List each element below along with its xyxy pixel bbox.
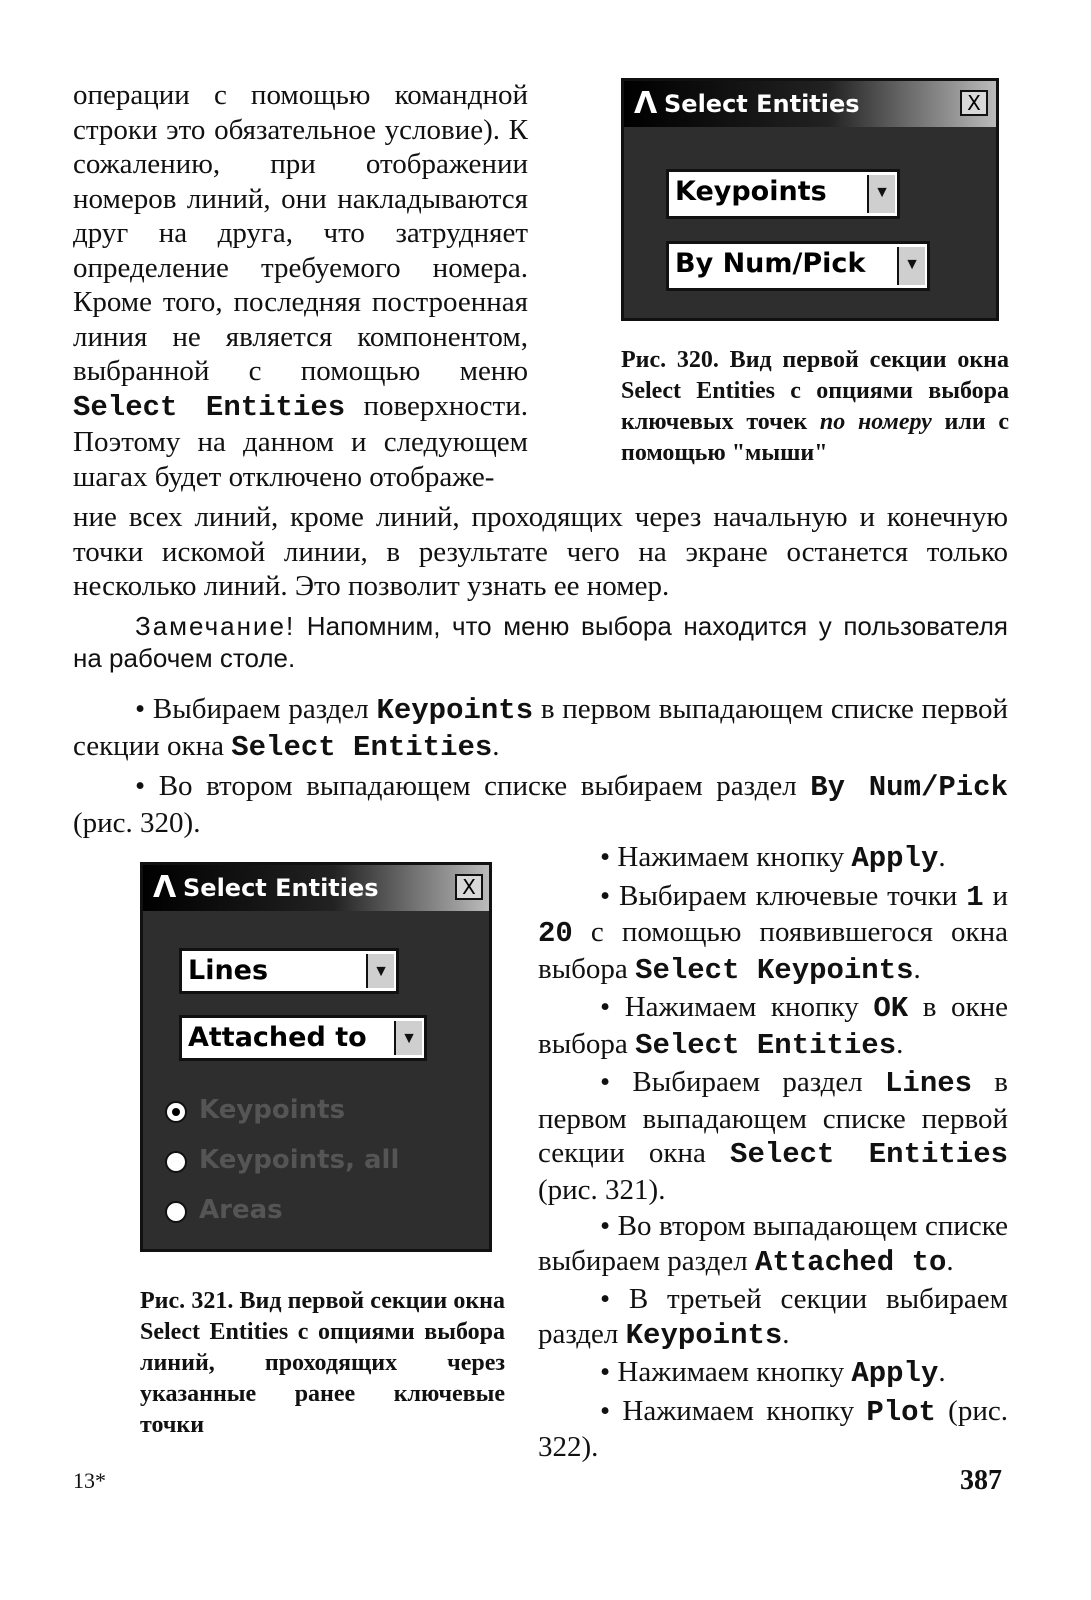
bullet-text: в окне выбора [538,991,1008,1060]
bullet-text: • Выбираем ключевые точки [600,879,967,912]
bullet-text: • Во втором выпадающем списке выбираем раздел [538,1210,1008,1277]
bullet-item [538,879,1008,989]
bullet-item [538,1355,1008,1392]
bullet-code: Select Entities [730,1138,1008,1171]
bullet-item [73,692,1008,765]
fig320-dropdown-method[interactable] [666,241,930,291]
bullet-code: By Num/Pick [810,771,1008,804]
bullet-code: OK [873,992,909,1025]
signature-mark: 13* [73,1468,106,1493]
fig321-caption-text: Рис. 321. Вид первой секции окна Select Entities с опциями выбора линий, проходящих через указанные ранее ключевые точки [140,1288,505,1438]
bullet-text: . [938,1356,946,1388]
bullet-text: в первом выпадающем списке первой секции окна [73,693,1008,762]
radio-keypoints-label: Keypoints [199,1095,346,1125]
bullet-text: • Нажимаем кнопку [600,1356,852,1388]
bullet-code: Keypoints [376,694,534,727]
bullet-code: Plot [866,1395,936,1429]
fig321-caption [140,1286,505,1441]
radio-keypoints-all-label: Keypoints, all [199,1145,400,1175]
fig321-dropdown-method-value: Attached to [188,1022,367,1053]
bullet-item [538,1209,1008,1280]
bullet-text: (рис. 320). [73,806,201,839]
bullet-code: Apply [851,842,939,875]
fig320-caption-b: или с помощью "мыши" [621,409,1010,466]
fig320-caption-a: Рис. 320. Вид первой секции окна Select Entities с опциями выбора ключевых точек [621,347,1009,435]
bullet-item [73,769,1008,840]
fig320-dropdown-entity-value: Keypoints [675,176,827,207]
chevron-down-icon[interactable]: ▼ [897,247,925,285]
radio-keypoints-all[interactable] [165,1151,187,1173]
full-bullets [73,692,1008,840]
full-paragraph-text: ние всех линий, кроме линий, проходящих через начальную и конечную точки искомой линии, в результате чего на экране останется только несколько линий. Это позволит узнать ее номер. [73,501,1008,602]
bullet-text: • Выбираем раздел [600,1066,886,1098]
note-text: Напомним, что меню выбора находится у пользователя на рабочем столе. [73,611,1008,673]
intro-text-end: поверхности. Поэтому на данном и следующем шагах будет отключено отображе- [73,389,528,493]
col2-bullets [538,840,1008,1465]
chevron-down-icon[interactable]: ▼ [394,1021,422,1055]
radio-keypoints[interactable] [165,1101,187,1123]
fig321-window [140,862,492,1252]
bullet-item [538,1394,1008,1465]
fig320-dropdown-entity[interactable] [666,169,900,219]
fig320-window-title: Select Entities [664,90,860,118]
full-paragraph [73,500,1008,604]
ansys-logo-icon: Λ [634,86,658,121]
fig320-close-button[interactable]: X [960,90,988,116]
bullet-text: и [983,879,1008,912]
bullet-item [538,1065,1008,1207]
bullet-text: . [946,1244,954,1277]
bullet-text: • Нажимаем кнопку [600,1394,867,1427]
fig320-dropdown-method-value: By Num/Pick [675,248,866,279]
bullet-code: 1 [966,880,984,914]
fig321-dropdown-method[interactable] [179,1015,427,1061]
bullet-code: Attached to [754,1245,947,1279]
fig320-caption-italic: по номеру [819,409,932,435]
bullet-item [538,1282,1008,1353]
fig320-window [621,78,999,321]
bullet-text: • Выбираем раздел [135,693,377,725]
bullet-text: . [492,729,500,762]
bullet-text: . [896,1027,904,1060]
bullet-text: в первом выпадающем списке первой секции окна [538,1066,1008,1169]
fig321-dropdown-entity[interactable] [179,948,399,994]
note-paragraph [73,610,1008,674]
bullet-item [538,990,1008,1063]
bullet-code: 20 [538,917,573,950]
bullet-text: . [913,952,921,985]
bullet-code: Lines [885,1067,973,1100]
bullet-text: • Нажимаем кнопку [600,841,852,873]
bullet-text: • Нажимаем кнопку [600,991,874,1023]
intro-code: Select Entities [73,390,346,424]
fig321-window-title: Select Entities [183,874,379,902]
fig321-titlebar [143,865,489,911]
bullet-code: Select Keypoints [635,953,914,987]
intro-paragraph [73,78,528,494]
fig321-close-button[interactable]: X [455,874,483,900]
bullet-text: • Во втором выпадающем списке выбираем раздел [135,770,811,802]
fig321-dropdown-entity-value: Lines [188,955,269,986]
note-label: Замечание! [135,611,296,641]
ansys-logo-icon: Λ [153,870,177,905]
bullet-text: • В третьей секции выбираем раздел [538,1283,1008,1350]
bullet-text: (рис. 321). [538,1173,666,1206]
chevron-down-icon[interactable]: ▼ [867,175,895,213]
intro-text: операции с помощью командной строки это обязательное условие). К сожалению, при отображении номеров линий, они накладываются друг на друга, что затрудняет определение требуемого номера. Кроме того, последняя построенная линия не является компонентом, выбранной с помощью меню [73,79,528,387]
fig320-caption [621,345,1009,469]
bullet-item [538,840,1008,877]
bullet-text: с помощью появившегося окна выбора [538,916,1008,985]
bullet-code: Select Entities [635,1028,897,1062]
bullet-text: (рис. 322). [538,1394,1008,1463]
bullet-code: Keypoints [625,1318,783,1352]
bullet-text: . [938,841,946,873]
radio-areas[interactable] [165,1201,187,1223]
bullet-code: Apply [851,1357,939,1390]
bullet-code: Select Entities [231,730,493,764]
chevron-down-icon[interactable]: ▼ [366,954,394,988]
bullet-text: . [782,1317,790,1350]
radio-areas-label: Areas [199,1195,283,1225]
page-number: 387 [960,1465,1002,1496]
fig320-titlebar [624,81,996,127]
